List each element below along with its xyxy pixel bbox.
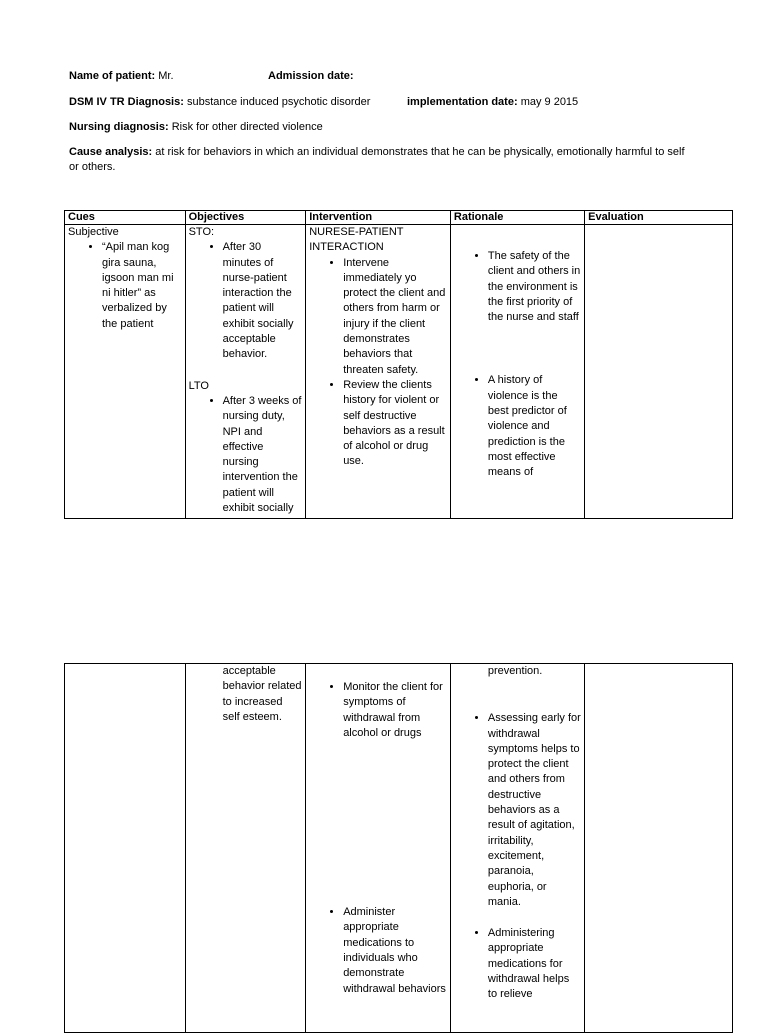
implementation-date-label: implementation date: bbox=[407, 96, 518, 108]
intervention-list bbox=[309, 256, 447, 470]
rationale-list-2 bbox=[454, 373, 581, 480]
lto-continued: acceptable behavior related to increased self esteem. bbox=[222, 665, 302, 723]
list-item: • After 30 minutes of nurse-patient interaction the patient will exhibit socially acceptable behavior. bbox=[223, 240, 303, 362]
care-plan-table bbox=[64, 210, 733, 519]
dsm-diagnosis-line bbox=[69, 95, 370, 110]
list-item: • A history of violence is the best predictor of violence and prediction is the most effective means of bbox=[488, 373, 581, 480]
admission-date-line bbox=[268, 69, 354, 84]
cues-list bbox=[68, 240, 182, 332]
objectives-cell bbox=[185, 225, 306, 519]
dsm-diagnosis-label: DSM IV TR Diagnosis: bbox=[69, 96, 184, 108]
nursing-diagnosis-label: Nursing diagnosis: bbox=[69, 121, 169, 133]
patient-name-value: Mr. bbox=[158, 70, 174, 82]
intervention-list-2 bbox=[309, 905, 447, 997]
cues-cell bbox=[65, 664, 186, 1033]
lto-heading: LTO bbox=[188, 379, 209, 392]
table-row bbox=[65, 664, 733, 1033]
table-header-row bbox=[65, 211, 733, 225]
nursing-diagnosis-line bbox=[69, 120, 323, 135]
admission-date-label: Admission date: bbox=[268, 70, 354, 82]
list-item: • Assessing early for withdrawal symptoms helps to protect the client and others from destructive behaviors as a result of agitation, irritability, excitement, paranoia, euphoria, or mania. bbox=[488, 711, 581, 910]
patient-name-label: Name of patient: bbox=[69, 70, 156, 82]
implementation-date-value: may 9 2015 bbox=[520, 96, 579, 108]
cause-analysis-value: at risk for behaviors in which an individual demonstrates that he can be physically, emotionally harmful to self or others. bbox=[69, 146, 685, 174]
list-item: • Intervene immediately yo protect the client and others from harm or injury if the client demonstrates behaviors that threaten safety. bbox=[343, 256, 447, 378]
header-rationale: Rationale bbox=[450, 211, 584, 225]
header-objectives: Objectives bbox=[185, 211, 306, 225]
rationale-cell bbox=[450, 664, 584, 1033]
npi-heading: NURESE-PATIENT INTERACTION bbox=[309, 226, 404, 254]
rationale-list bbox=[454, 249, 581, 325]
cues-heading: Subjective bbox=[68, 226, 119, 238]
dsm-diagnosis-value: substance induced psychotic disorder bbox=[186, 96, 371, 108]
intervention-cell bbox=[306, 225, 451, 519]
table-row bbox=[65, 225, 733, 519]
list-item: • Administer appropriate medications to individuals who demonstrate withdrawal behaviors bbox=[343, 905, 447, 997]
intervention-list bbox=[309, 680, 447, 741]
sto-heading: STO: bbox=[188, 226, 215, 238]
list-item: • After 3 weeks of nursing duty, NPI and effective nursing intervention the patient will exhibit socially bbox=[223, 394, 303, 516]
list-item: • “Apil man kog gira sauna, igsoon man mi ni hitler” as verbalized by the patient bbox=[102, 240, 182, 332]
rationale-cell bbox=[450, 225, 584, 519]
lto-list bbox=[189, 394, 303, 516]
intervention-cell bbox=[306, 664, 451, 1033]
header-evaluation: Evaluation bbox=[585, 211, 733, 225]
header-cues: Cues bbox=[65, 211, 186, 225]
rationale-list bbox=[454, 711, 581, 910]
list-item: • Review the clients history for violent or self destructive behaviors as a result of alcohol or drug use. bbox=[343, 378, 447, 470]
patient-name-line bbox=[69, 69, 174, 84]
sto-list bbox=[189, 240, 303, 362]
implementation-date-line bbox=[407, 95, 578, 110]
evaluation-cell bbox=[585, 664, 733, 1033]
care-plan-table-continued bbox=[64, 663, 733, 1033]
cause-analysis-label: Cause analysis: bbox=[69, 146, 153, 158]
rationale-list-2 bbox=[454, 926, 581, 1002]
header-intervention: Intervention bbox=[306, 211, 451, 225]
list-item: • The safety of the client and others in the environment is the first priority of the nurse and staff bbox=[488, 249, 581, 325]
cues-cell bbox=[65, 225, 186, 519]
evaluation-cell bbox=[585, 225, 733, 519]
nursing-diagnosis-value: Risk for other directed violence bbox=[171, 121, 323, 133]
list-item: • Administering appropriate medications for withdrawal helps to relieve bbox=[488, 926, 581, 1002]
cause-analysis-line bbox=[69, 145, 694, 176]
list-item: • Monitor the client for symptoms of withdrawal from alcohol or drugs bbox=[343, 680, 447, 741]
objectives-cell bbox=[185, 664, 306, 1033]
rationale-continued: prevention. bbox=[487, 665, 543, 677]
